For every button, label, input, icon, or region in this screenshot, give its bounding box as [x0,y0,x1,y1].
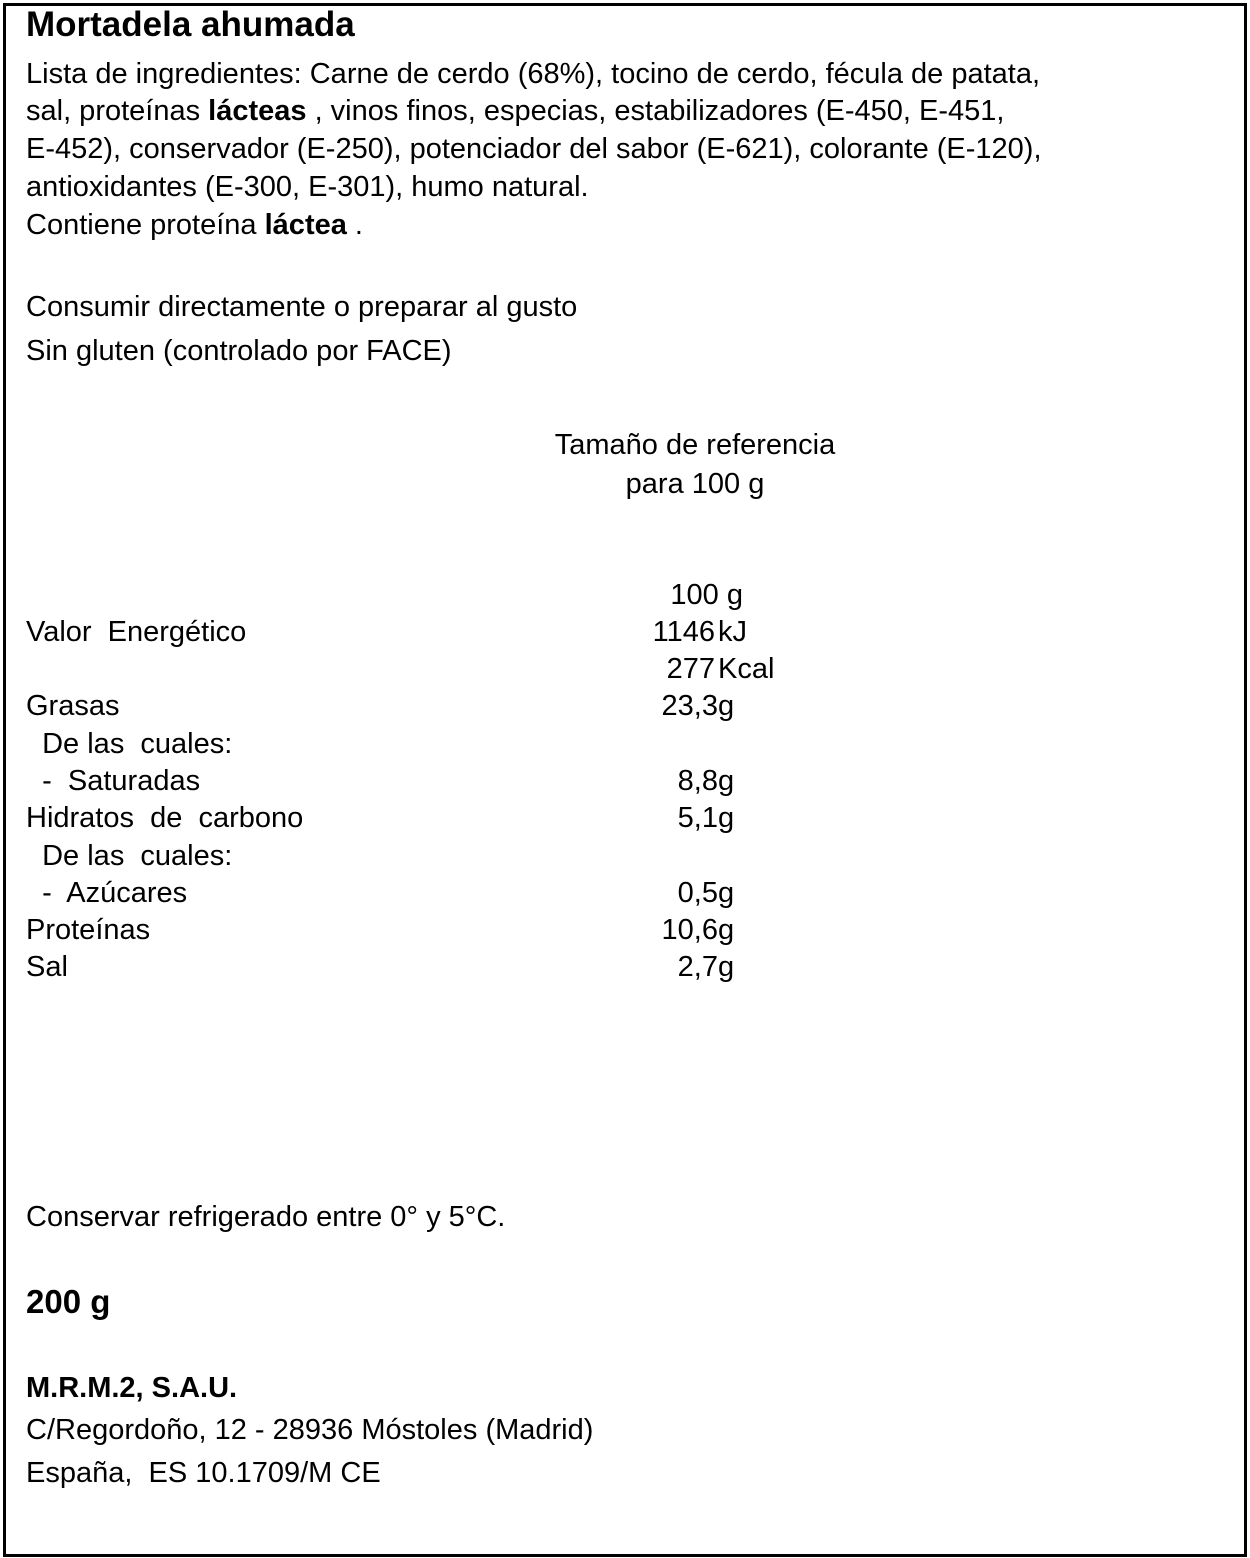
nutrition-label-salt: Sal [26,951,68,983]
allergen-lacteas: lácteas [208,95,307,127]
nutrition-unit-g: g [718,802,735,834]
nutrition-unit-g: g [718,765,735,797]
ingredients-line-3: E-452), conservador (E-250), potenciador del sabor (E-621), colorante (E-120), [26,133,1042,165]
nutrition-value-saturates: 8,8 [677,765,718,797]
nutrition-label-of-which: De las cuales: [26,840,233,872]
nutrition-value-energy-kj: 1146 [652,616,715,648]
reference-size-subheading: para 100 g [625,468,765,500]
nutrition-label-energy: Valor Energético [26,616,247,648]
nutrition-unit-g: g [718,877,735,909]
nutrition-label-carbohydrates: Hidratos de carbono [26,802,304,834]
gluten-free-statement: Sin gluten (controlado por FACE) [26,335,452,367]
nutrition-value-fat: 23,3 [661,690,718,722]
company-name: M.R.M.2, S.A.U. [26,1372,238,1404]
nutrition-unit-g: g [718,914,735,946]
nutrition-unit-kcal: Kcal [718,653,775,685]
nutrition-value-protein: 10,6 [661,914,718,946]
nutrition-value-energy-kcal: 277 [666,653,715,685]
nutrition-value-carbohydrates: 5,1 [677,802,718,834]
ingredients-line-4: antioxidantes (E-300, E-301), humo natural. [26,171,589,203]
ingredients-line-1: Lista de ingredientes: Carne de cerdo (68%), tocino de cerdo, fécula de patata, [26,58,1041,90]
allergen-lactea: láctea [264,209,347,241]
ingredients-line-2 [26,93,1004,130]
usage-instructions: Consumir directamente o preparar al gusto [26,291,578,323]
nutrition-unit-g: g [718,690,735,722]
allergen-text: Contiene proteína [26,209,265,241]
company-registration: España, ES 10.1709/M CE [26,1457,381,1489]
company-address: C/Regordoño, 12 - 28936 Móstoles (Madrid) [26,1414,594,1446]
net-weight: 200 g [26,1283,111,1320]
storage-instructions: Conservar refrigerado entre 0° y 5°C. [26,1201,506,1233]
nutrition-label-fat: Grasas [26,690,120,722]
ingredients-text: , vinos finos, especias, estabilizadores (E-450, E-451, [306,95,1005,127]
nutrition-value-salt: 2,7 [677,951,718,983]
nutrition-value-sugars: 0,5 [677,877,718,909]
nutrition-label-saturates: - Saturadas [26,765,201,797]
nutrition-label-protein: Proteínas [26,914,151,946]
allergen-statement [26,207,363,244]
ingredients-text: sal, proteínas [26,95,209,127]
nutrition-unit-kj: kJ [718,616,747,648]
nutrition-unit-g: g [718,951,735,983]
nutrition-column-header: 100 g [670,579,743,611]
reference-size-heading: Tamaño de referencia [554,429,836,461]
allergen-text: . [346,209,363,241]
nutrition-label-of-which: De las cuales: [26,728,233,760]
product-title: Mortadela ahumada [26,5,355,44]
nutrition-label-sugars: - Azúcares [26,877,188,909]
